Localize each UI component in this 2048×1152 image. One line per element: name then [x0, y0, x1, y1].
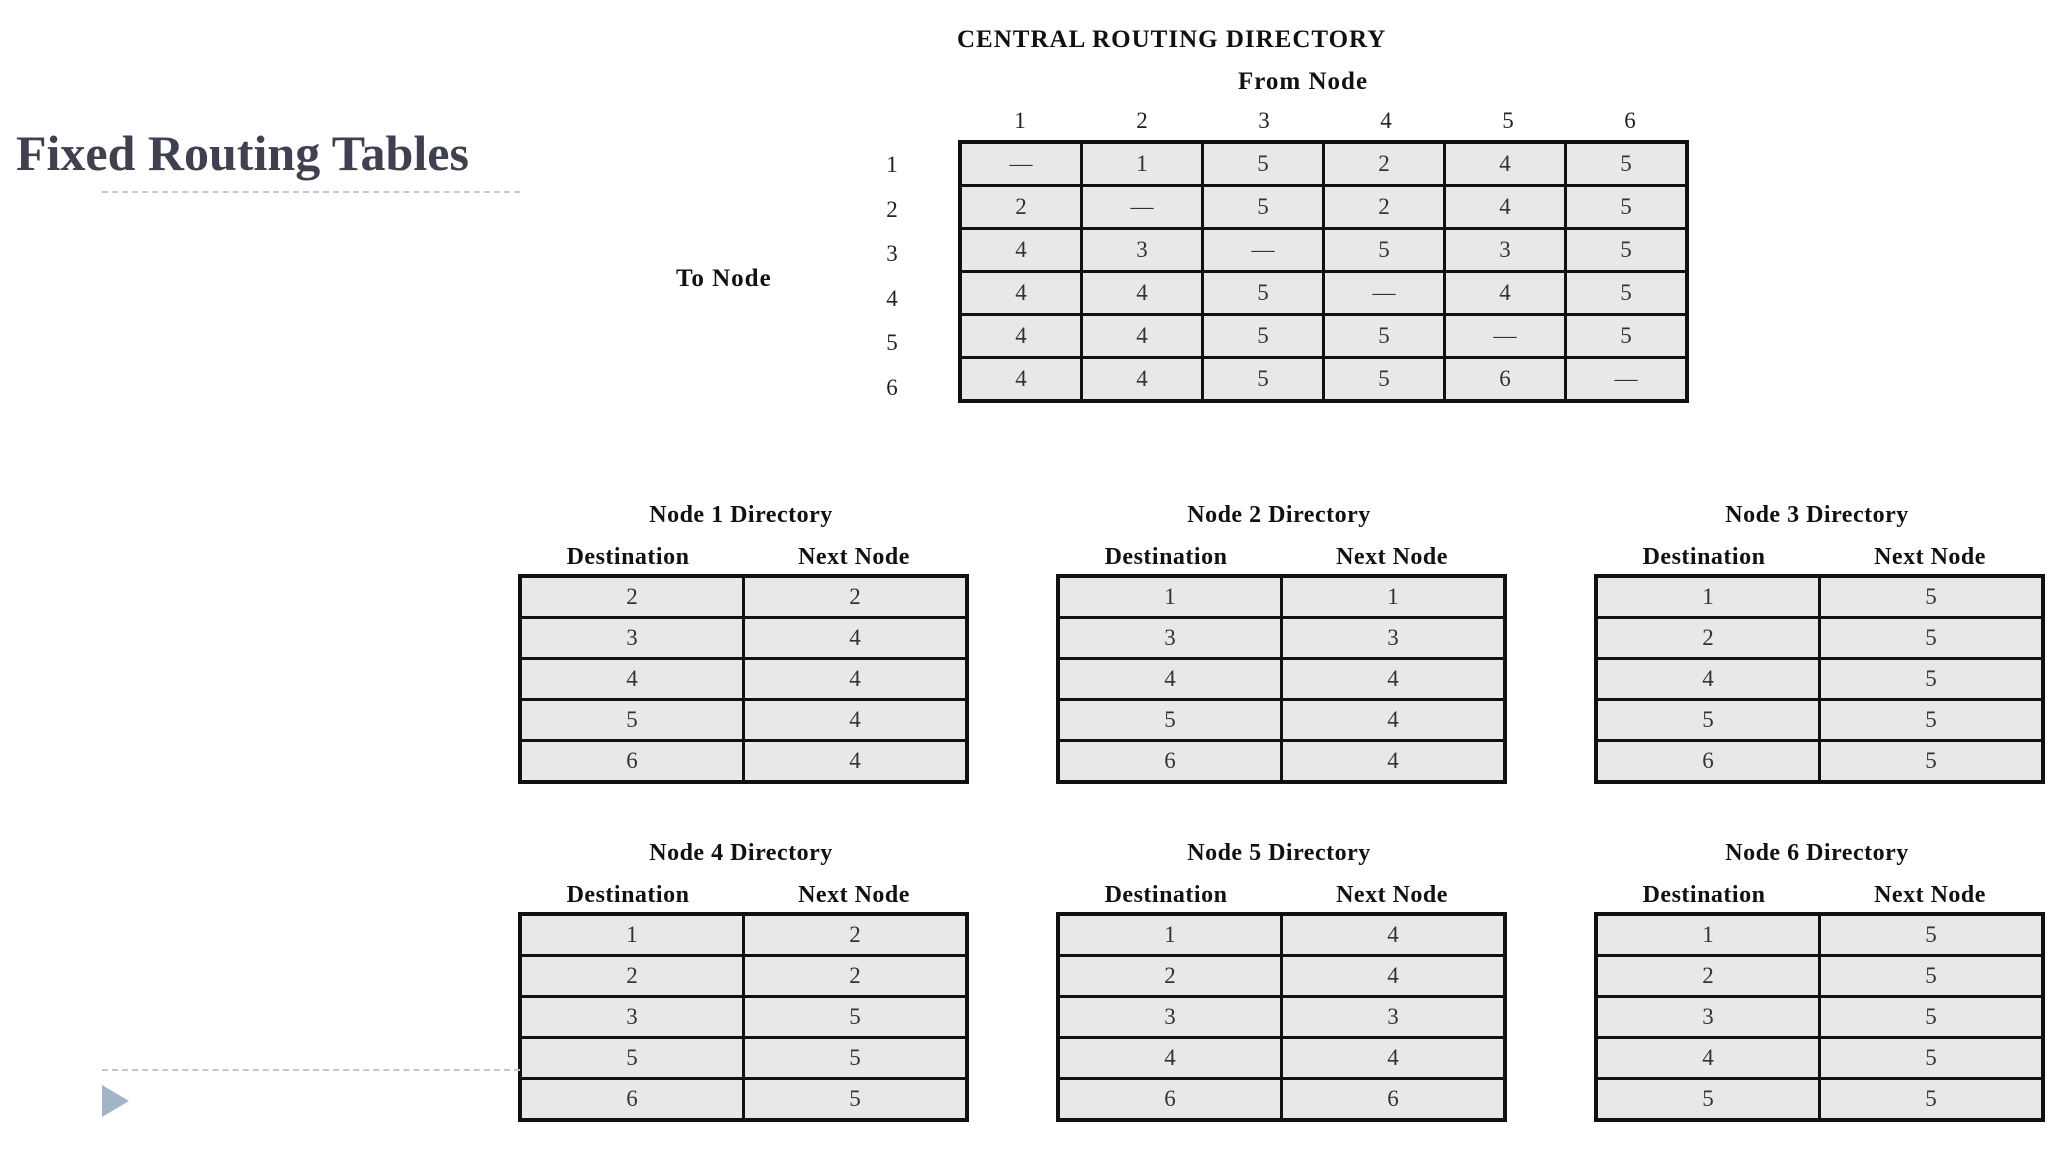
table-cell: 4	[744, 618, 968, 659]
central-row-header: 4	[886, 285, 898, 311]
table-row	[1058, 618, 1505, 659]
table-row	[1058, 997, 1505, 1038]
directory-title: Node 3 Directory	[1725, 502, 1909, 528]
table-cell: 5	[1820, 1079, 2044, 1121]
next-node-header: Next Node	[798, 882, 910, 908]
table-row	[520, 997, 967, 1038]
table-cell: 4	[1282, 914, 1506, 956]
table-row	[1596, 1038, 2043, 1079]
table-cell: 5	[1324, 229, 1445, 272]
directory-title: Node 4 Directory	[649, 840, 833, 866]
central-row-header: 5	[886, 330, 898, 355]
table-cell: 6	[1596, 741, 1820, 783]
destination-header: Destination	[1642, 544, 1766, 570]
table-cell: 4	[1445, 142, 1566, 186]
table-cell: 1	[1596, 576, 1820, 618]
table-cell: 5	[1820, 1038, 2044, 1079]
table-cell: 4	[1282, 1038, 1506, 1079]
table-cell: 4	[1082, 272, 1203, 315]
table-cell: 3	[1082, 229, 1203, 272]
table-cell: 4	[1282, 956, 1506, 997]
table-row	[1596, 659, 2043, 700]
table-row	[520, 618, 967, 659]
table-row	[520, 700, 967, 741]
destination-header: Destination	[1642, 882, 1766, 908]
table-cell: 3	[520, 997, 744, 1038]
table-cell: 5	[1566, 142, 1688, 186]
table-cell: 4	[1445, 186, 1566, 229]
from-node-label: From Node	[1238, 68, 1369, 95]
title-divider	[102, 191, 520, 193]
next-slide-arrow-icon[interactable]	[102, 1085, 129, 1117]
table-cell: 5	[1820, 576, 2044, 618]
table-row	[520, 659, 967, 700]
table-cell: 5	[1566, 272, 1688, 315]
destination-header: Destination	[566, 882, 690, 908]
table-cell: 6	[1058, 741, 1282, 783]
to-node-label: To Node	[676, 265, 772, 292]
next-node-header: Next Node	[798, 544, 910, 570]
table-cell: 5	[1820, 956, 2044, 997]
next-node-header: Next Node	[1874, 882, 1986, 908]
table-cell: 6	[1445, 358, 1566, 402]
table-row	[1596, 914, 2043, 956]
directory-table	[1594, 574, 2045, 784]
table-row	[520, 956, 967, 997]
table-row	[1058, 700, 1505, 741]
next-node-header: Next Node	[1336, 882, 1448, 908]
table-cell: 3	[1282, 618, 1506, 659]
table-row	[960, 186, 1687, 229]
table-cell: 4	[1596, 1038, 1820, 1079]
table-cell: 4	[960, 272, 1082, 315]
table-cell: 4	[1058, 659, 1282, 700]
table-cell: 5	[1596, 700, 1820, 741]
table-cell: 1	[1058, 576, 1282, 618]
table-row	[1596, 741, 2043, 783]
table-cell: —	[960, 142, 1082, 186]
table-cell: 6	[1282, 1079, 1506, 1121]
table-cell: 3	[1058, 997, 1282, 1038]
table-cell: —	[1324, 272, 1445, 315]
table-cell: 1	[1058, 914, 1282, 956]
slide-title: Fixed Routing Tables	[16, 125, 469, 181]
table-cell: 2	[744, 576, 968, 618]
directory-title: Node 1 Directory	[649, 502, 833, 528]
central-col-header: 4	[1380, 108, 1392, 133]
table-row	[1058, 741, 1505, 783]
central-directory-title: CENTRAL ROUTING DIRECTORY	[957, 26, 1387, 53]
table-cell: 5	[1820, 659, 2044, 700]
table-cell: 3	[1596, 997, 1820, 1038]
table-cell: 4	[520, 659, 744, 700]
table-row	[1058, 1038, 1505, 1079]
central-row-header: 3	[886, 241, 898, 266]
table-row	[1596, 700, 2043, 741]
table-cell: 5	[520, 1038, 744, 1079]
table-cell: 5	[1203, 272, 1324, 315]
central-col-header: 5	[1502, 108, 1514, 133]
table-cell: 2	[520, 576, 744, 618]
central-row-header: 2	[886, 196, 898, 222]
directory-title: Node 2 Directory	[1187, 502, 1371, 528]
central-routing-table	[958, 140, 1689, 403]
table-row	[1596, 618, 2043, 659]
table-cell: 5	[1820, 741, 2044, 783]
directory-table	[518, 912, 969, 1122]
directory-title: Node 5 Directory	[1187, 840, 1371, 866]
table-cell: 2	[960, 186, 1082, 229]
table-cell: 5	[1203, 186, 1324, 229]
table-row	[520, 914, 967, 956]
table-cell: 3	[1445, 229, 1566, 272]
table-cell: 4	[744, 659, 968, 700]
table-cell: 4	[1082, 315, 1203, 358]
table-cell: 1	[1082, 142, 1203, 186]
table-cell: 5	[1820, 997, 2044, 1038]
table-cell: 3	[520, 618, 744, 659]
table-cell: 6	[1058, 1079, 1282, 1121]
destination-header: Destination	[1104, 544, 1228, 570]
table-cell: 5	[1203, 142, 1324, 186]
table-row	[520, 1079, 967, 1121]
table-cell: 2	[1058, 956, 1282, 997]
table-cell: 4	[960, 315, 1082, 358]
directory-table	[518, 574, 969, 784]
table-row	[1596, 997, 2043, 1038]
table-cell: 2	[1324, 142, 1445, 186]
central-row-header: 1	[886, 152, 898, 177]
central-row-header: 6	[886, 374, 898, 400]
table-cell: 5	[1324, 315, 1445, 358]
table-cell: 5	[1203, 315, 1324, 358]
table-cell: 2	[520, 956, 744, 997]
table-cell: 3	[1058, 618, 1282, 659]
table-cell: —	[1445, 315, 1566, 358]
table-cell: 4	[744, 741, 968, 783]
table-cell: 2	[1324, 186, 1445, 229]
table-cell: 5	[1566, 186, 1688, 229]
table-cell: 4	[1282, 659, 1506, 700]
table-cell: 5	[1566, 315, 1688, 358]
table-cell: 5	[744, 997, 968, 1038]
table-cell: —	[1082, 186, 1203, 229]
table-cell: 2	[744, 914, 968, 956]
table-row	[1596, 956, 2043, 997]
directory-table	[1594, 912, 2045, 1122]
table-cell: 2	[1596, 618, 1820, 659]
footer-divider	[102, 1069, 520, 1071]
table-row	[1058, 659, 1505, 700]
table-cell: 1	[1596, 914, 1820, 956]
table-cell: 3	[1282, 997, 1506, 1038]
table-cell: 5	[1058, 700, 1282, 741]
directory-table	[1056, 912, 1507, 1122]
table-row	[520, 576, 967, 618]
table-cell: 4	[1282, 741, 1506, 783]
table-cell: 4	[744, 700, 968, 741]
table-cell: 2	[1596, 956, 1820, 997]
table-cell: 5	[1203, 358, 1324, 402]
table-cell: 5	[1324, 358, 1445, 402]
table-row	[960, 315, 1687, 358]
table-row	[1058, 914, 1505, 956]
table-cell: 5	[520, 700, 744, 741]
table-cell: 4	[1445, 272, 1566, 315]
table-row	[960, 142, 1687, 186]
table-row	[960, 229, 1687, 272]
table-row	[960, 272, 1687, 315]
table-cell: 6	[520, 1079, 744, 1121]
table-cell: 4	[1082, 358, 1203, 402]
table-cell: 5	[1820, 914, 2044, 956]
table-cell: 5	[1596, 1079, 1820, 1121]
table-cell: 4	[1596, 659, 1820, 700]
central-col-header: 2	[1136, 108, 1148, 133]
table-cell: 5	[1566, 229, 1688, 272]
table-cell: 5	[1820, 618, 2044, 659]
table-cell: 1	[520, 914, 744, 956]
directory-title: Node 6 Directory	[1725, 840, 1909, 866]
table-cell: 5	[744, 1079, 968, 1121]
table-cell: 4	[960, 229, 1082, 272]
table-row	[1058, 576, 1505, 618]
table-cell: 5	[1820, 700, 2044, 741]
table-cell: 4	[960, 358, 1082, 402]
table-row	[960, 358, 1687, 402]
table-row	[520, 1038, 967, 1079]
table-cell: 1	[1282, 576, 1506, 618]
table-row	[1058, 1079, 1505, 1121]
directory-table	[1056, 574, 1507, 784]
table-cell: 2	[744, 956, 968, 997]
table-cell: 5	[744, 1038, 968, 1079]
destination-header: Destination	[566, 544, 690, 570]
table-cell: 6	[520, 741, 744, 783]
next-node-header: Next Node	[1336, 544, 1448, 570]
destination-header: Destination	[1104, 882, 1228, 908]
central-col-header: 3	[1258, 108, 1270, 133]
table-cell: —	[1203, 229, 1324, 272]
central-col-header: 1	[1014, 108, 1026, 133]
table-row	[1058, 956, 1505, 997]
table-cell: —	[1566, 358, 1688, 402]
table-row	[520, 741, 967, 783]
table-cell: 4	[1282, 700, 1506, 741]
table-row	[1596, 1079, 2043, 1121]
central-col-header: 6	[1624, 108, 1636, 133]
table-row	[1596, 576, 2043, 618]
table-cell: 4	[1058, 1038, 1282, 1079]
next-node-header: Next Node	[1874, 544, 1986, 570]
